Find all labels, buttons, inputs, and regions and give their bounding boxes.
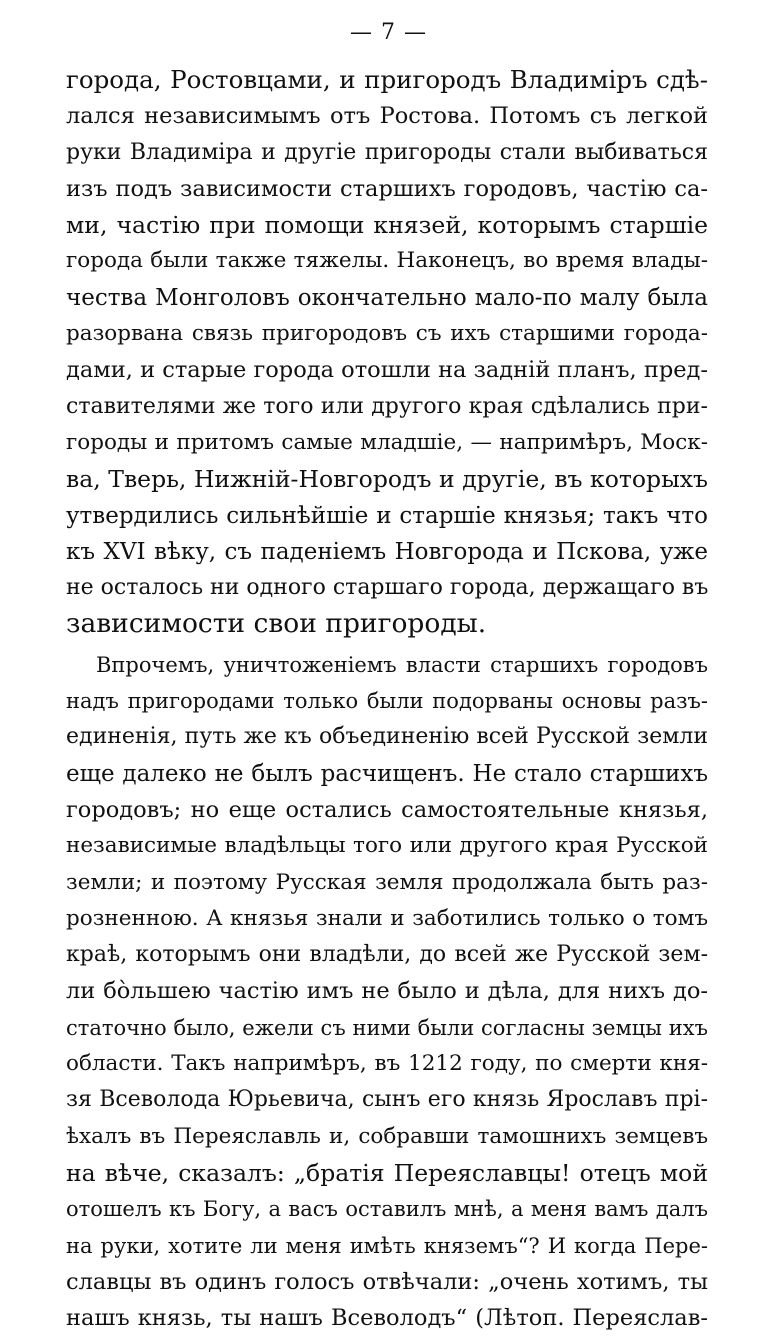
text-line: зя Всеволода Юрьевича, сынъ его князь Ярославъ прі-	[66, 1087, 708, 1113]
text-line: города, Ростовцами, и пригородъ Владиміръ сдѣ-	[66, 65, 708, 94]
text-line: надъ пригородами только были подорваны основы разъ-	[66, 689, 708, 714]
text-line: руки Владиміра и другіе пригороды стали выбиваться	[66, 139, 708, 165]
text-line: области. Такъ напримѣръ, въ 1212 году, по смерти кня-	[66, 1051, 708, 1077]
text-line: не осталось ни одного старшаго города, держащаго въ	[66, 575, 708, 601]
text-line: ли бо̀льшею частію имъ не было и дѣла, для нихъ до-	[66, 978, 708, 1005]
text-line: нашъ князь, ты нашъ Всеволодъ“ (Лѣтоп. Переяслав-	[66, 1305, 708, 1332]
text-line: еще далеко не былъ расчищенъ. Не стало старшихъ	[66, 760, 708, 787]
text-line: розненною. А князья знали и заботились только о томъ	[66, 905, 708, 931]
text-line: статочно было, ежели съ ними были согласны земцы ихъ	[66, 1015, 708, 1040]
text-line: отошелъ къ Богу, а васъ оставилъ мнѣ, а меня вамъ далъ	[66, 1197, 708, 1222]
text-line: городовъ; но еще остались самостоятельные князья,	[66, 796, 708, 823]
text-line: городы и притомъ самые младшіе, — напримѣръ, Моск-	[66, 429, 708, 455]
text-line: ми, частію при помощи князей, которымъ старшіе	[66, 211, 708, 240]
text-line: краѣ, которымъ они владѣли, до всей же Русской зем-	[66, 942, 708, 968]
text-line: города были также тяжелы. Наконецъ, во время влады-	[66, 248, 708, 274]
text-line: независимые владѣльцы того или другого края Русской	[66, 833, 708, 859]
paragraph-2	[66, 647, 708, 1336]
text-line: на вѣче, сказалъ: „братія Переяславцы! отецъ мой	[66, 1158, 708, 1187]
text-line: ѣхалъ въ Переяславль и, собравши тамошнихъ земцевъ	[66, 1123, 708, 1149]
text-line: земли; и поэтому Русская земля продолжала быть раз-	[66, 869, 708, 895]
text-line: разорвана связь пригородовъ съ ихъ старшими города-	[66, 321, 708, 347]
page-number: — 7 —	[350, 20, 427, 45]
text-line: чества Монголовъ окончательно мало-по малу была	[66, 284, 708, 311]
text-line: дами, и старые города отошли на задній планъ, пред-	[66, 357, 708, 384]
body-text	[66, 62, 708, 1336]
text-line: ва, Тверь, Нижній-Новгородъ и другіе, въ которыхъ	[66, 465, 708, 494]
text-line: единенія, путь же къ объединенію всей Русской земли	[66, 724, 708, 750]
text-line: утвердились сильнѣйшіе и старшіе князья; такъ что	[66, 502, 708, 529]
paragraph-1	[66, 62, 708, 643]
text-line: славцы въ одинъ голосъ отвѣчали: „очень хотимъ, ты	[66, 1268, 708, 1295]
text-line: Впрочемъ, уничтоженіемъ власти старшихъ городовъ	[96, 652, 708, 677]
text-line: изъ подъ зависимости старшихъ городовъ, частію са-	[66, 175, 708, 202]
text-line: на руки, хотите ли меня имѣть княземъ“? И когда Пере-	[66, 1233, 708, 1258]
text-line: лался независимымъ отъ Ростова. Потомъ съ легкой	[66, 103, 708, 130]
text-line: зависимости свои пригороды.	[66, 608, 487, 640]
text-line: къ XVI вѣку, съ паденіемъ Новгорода и Пскова, уже	[66, 538, 708, 565]
text-line: ставителями же того или другого края сдѣлались при-	[66, 393, 708, 419]
